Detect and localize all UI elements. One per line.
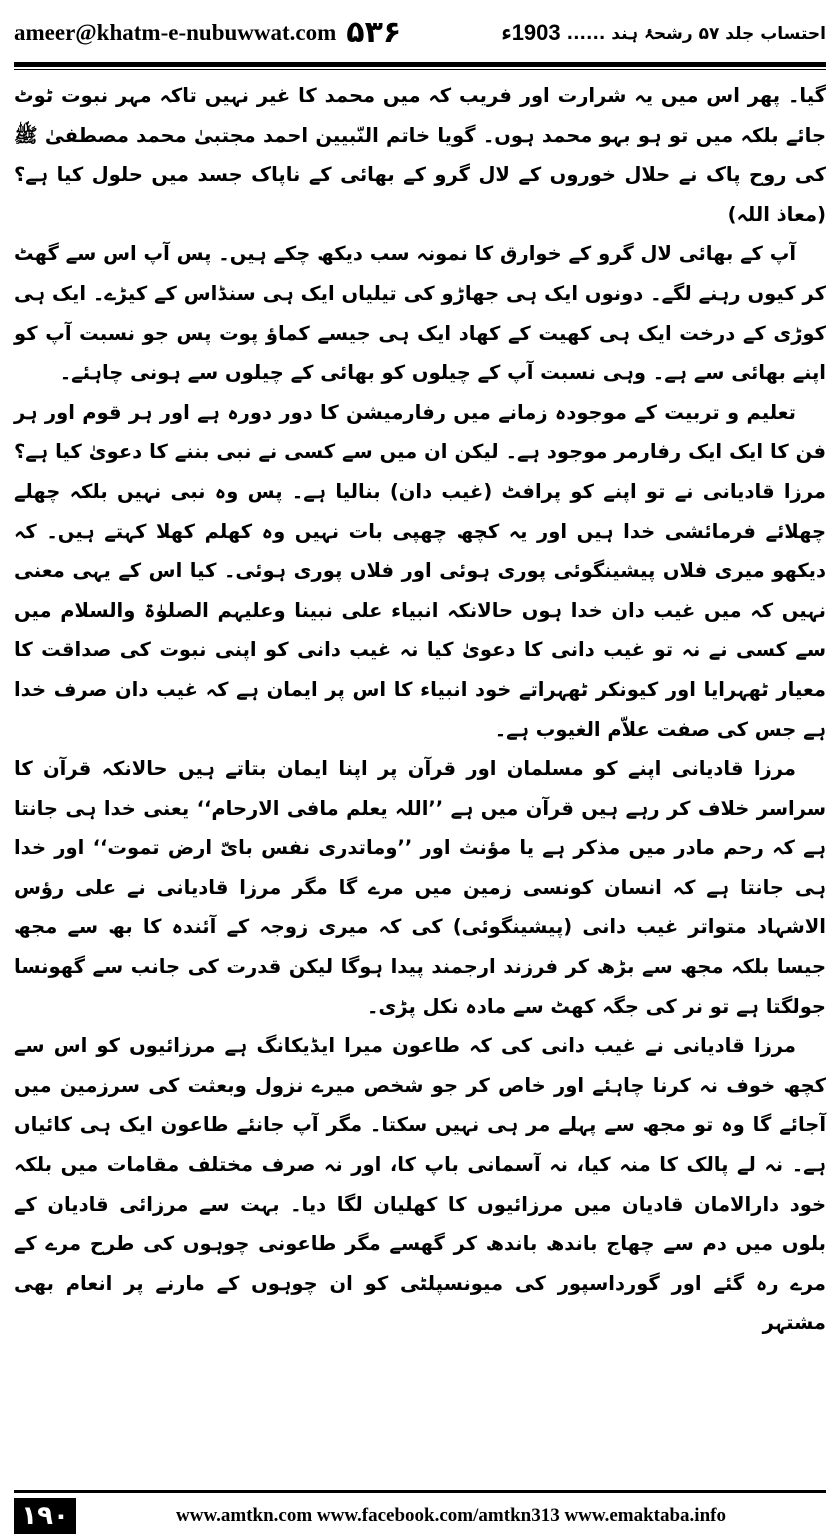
page-footer <box>14 1496 826 1536</box>
folio-number: ۱۹۰ <box>14 1498 76 1534</box>
header-rule <box>14 62 826 67</box>
paragraph-2: آپ کے بھائی لال گرو کے خوارق کا نمونہ سب دیکھ چکے ہیں۔ پس آپ اس سے گھٹ کر کیوں رہنے لگے۔ دونوں ایک ہی جھاڑو کی تیلیاں ایک ہی سنڈاس کے کیڑے۔ ایک ہی کوڑی کے درخت ایک ہی کھیت کے کھاد ایک ہی جیسے کماؤ پوت پس جو نسبت آپ کو اپنے بھائی سے ہے۔ وہی نسبت آپ کے چیلوں کو بھائی کے چیلوں سے ہونی چاہئے۔ <box>14 242 826 385</box>
page-number: ۵۳۶ <box>346 15 402 50</box>
header-left <box>14 15 402 50</box>
header-rule-thin <box>14 69 826 70</box>
page-header <box>14 8 826 58</box>
paragraph-3: تعلیم و تربیت کے موجودہ زمانے میں رفارمیشن کا دور دورہ ہے اور ہر قوم اور ہر فن کا ایک ایک رفارمر موجود ہے۔ لیکن ان میں سے کسی نے نبی بننے کا دعویٰ کیا ہے؟ مرزا قادیانی نے تو اپنے کو پرافٹ (غیب دان) بنالیا ہے۔ پس وہ نبی نہیں بلکہ چھلے چھلائے فرمائشی خدا ہیں اور یہ کچھ چھپی بات نہیں وہ کھلم کھلا کہتے ہیں۔ کہ دیکھو میری فلاں پیشینگوئی پوری ہوئی اور فلاں پوری ہوئی۔ کیا اس کے یہی معنی نہیں کہ میں غیب دان خدا ہوں حالانکہ انبیاء علی نبینا وعلیہم الصلوٰۃ والسلام میں سے کسی نے نہ تو غیب دانی کا دعویٰ کیا نہ غیب دانی کو اپنی نبوت کی صداقت کا معیار ٹھہرایا اور کیونکر ٹھہراتے خود انبیاء کا اس پر ایمان ہے کہ غیب دان صرف خدا ہے جس کی صفت علاّم الغیوب ہے۔ <box>14 400 826 741</box>
paragraph-5: مرزا قادیانی نے غیب دانی کی کہ طاعون میرا ایڈیکانگ ہے مرزائیوں کو اس سے کچھ خوف نہ کرنا چاہئے اور خاص کر جو شخص میرے نزول وبعثت کی سرزمین میں آجائے گا وہ تو مجھ سے پہلے مر ہی نہیں سکتا۔ مگر آپ جانئے طاعون ایک ہی کائیاں ہے۔ نہ لے پالک کا منہ کیا، نہ آسمانی باپ کا، اور نہ صرف مختلف مقامات میں بلکہ خود دارالامان قادیان میں مرزائیوں کا کھلیان لگا دیا۔ بہت سے مرزائی قادیان کے بلوں میں دم سے چھاج باندھ باندھ کر گھسے مگر طاعونی چوہوں کی طرح مرے کے مرے رہ گئے اور گورداسپور کی میونسپلٹی کو ان چوہوں کے مارنے پر انعام بھی مشتہر <box>14 1034 826 1335</box>
paragraph-4: مرزا قادیانی اپنے کو مسلمان اور قرآن پر اپنا ایمان بتاتے ہیں حالانکہ قرآن کا سراسر خلاف کر رہے ہیں قرآن میں ہے ’’اللہ یعلم مافی الارحام‘‘ یعنی خدا ہی جانتا ہے کہ رحم مادر میں مذکر ہے یا مؤنث اور ’’وماتدری نفس بایّ ارض تموت‘‘ اور خدا ہی جانتا ہے کہ انسان کونسی زمین میں مرے گا مگر مرزا قادیانی نے علی رؤس الاشہاد متواتر غیب دانی (پیشینگوئی) کی کہ میری زوجہ کے آئندہ کا بھ سے مجھ جیسا بلکہ مجھ سے بڑھ کر فرزند ارجمند پیدا ہوگا لیکن قدرت کی جانب سے گھونسا جولگتا ہے تو نر کی جگہ کھٹ سے مادہ نکل پڑی۔ <box>14 757 826 1018</box>
paragraph-1: گیا۔ پھر اس میں یہ شرارت اور فریب کہ میں محمد کا غیر نہیں تاکہ مہر نبوت ٹوٹ جائے بلکہ میں تو ہو بہو محمد ہوں۔ گویا خاتم النّبیین احمد مجتبیٰ محمد مصطفیٰ ﷺ کی روح پاک نے حلال خوروں کے لال گرو کے بھائی کے ناپاک جسد میں حلول کیا ہے؟ (معاذ اللہ) <box>14 84 826 226</box>
body-text <box>14 76 826 1343</box>
contact-email[interactable]: ameer@khatm-e-nubuwwat.com <box>14 20 337 45</box>
footer-website-links[interactable]: www.amtkn.com www.facebook.com/amtkn313 www.emaktaba.info <box>176 1505 726 1526</box>
running-title-text: احتساب جلد ۵۷ رشحۂ ہند ...... <box>566 23 826 44</box>
running-title <box>501 20 826 46</box>
running-title-year: 1903ء <box>501 20 561 45</box>
footer-rule <box>14 1490 826 1493</box>
